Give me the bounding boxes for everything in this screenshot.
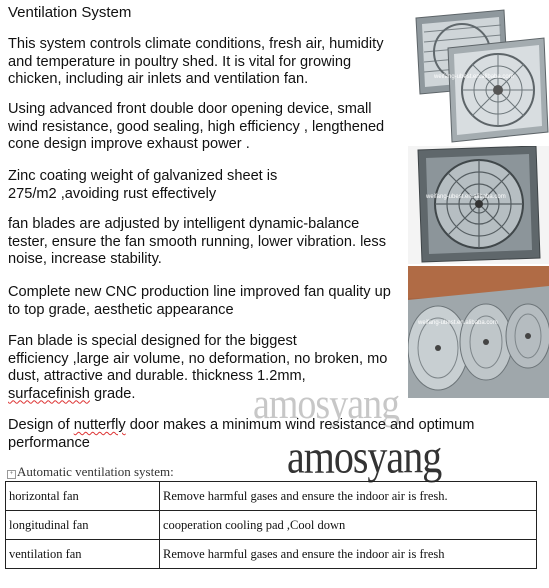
photo-watermark: weifang-ubest.en.alibaba.com (434, 74, 514, 80)
table-row (6, 511, 537, 540)
text-line: Design of nutterfly door makes a minimum wind resistance and optimum (8, 417, 475, 433)
front-fan-image (408, 146, 549, 264)
product-photo-front-fan (408, 146, 549, 264)
paragraph-door-device (8, 101, 384, 154)
product-photo-cone-fans (408, 266, 549, 398)
text-line: efficiency ,large air volume, no deformation, no broken, mo (8, 350, 388, 367)
text-line: Zinc coating weight of galvanized sheet is (8, 168, 278, 184)
text-line: This system controls climate conditions, fresh air, humidity (8, 36, 384, 52)
paragraph-blades (8, 216, 386, 269)
watermark: amosyang (287, 429, 442, 484)
text-line: performance (8, 434, 90, 451)
text-line: fan blades are adjusted by intelligent dynamic-balance (8, 216, 360, 232)
table-anchor-icon: + (7, 470, 16, 479)
text-line: tester, ensure the fan smooth running, lower vibration. less (8, 233, 387, 250)
table-cell-fan-name: horizontal fan (6, 482, 160, 511)
text-line: to top grade, aesthetic appearance (8, 301, 234, 318)
box-fan-image (408, 8, 549, 146)
table-cell-description: Remove harmful gases and ensure the indoor air is fresh. (160, 482, 537, 511)
table-row (6, 540, 537, 569)
table-cell-fan-name: longitudinal fan (6, 511, 160, 540)
text-line: cone design improve exhaust power . (8, 136, 250, 152)
photo-watermark: weifang-ubest.en.alibaba.com (418, 320, 498, 326)
photo-watermark: weifang-ubest.en.alibaba.com (426, 194, 506, 200)
table-cell-description: Remove harmful gases and ensure the indoor air is fresh (160, 540, 537, 569)
text-line: Fan blade is special designed for the biggest (8, 333, 297, 349)
text-line: Using advanced front double door opening device, small (8, 101, 372, 117)
table-caption-text: Automatic ventilation system: (17, 464, 174, 479)
spellcheck-flag: surfacefinish (8, 385, 90, 402)
watermark-faint: amosyang (253, 379, 400, 429)
text-line: noise, increase stability. (8, 251, 162, 267)
text-line: and temperature in poultry shed. It is vital for growing (8, 53, 352, 70)
text-line: 275/m2 ,avoiding rust effectively (8, 185, 217, 202)
table-cell-description: cooperation cooling pad ,Cool down (160, 511, 537, 540)
cone-fan-image (408, 266, 549, 398)
product-photo-box-fans (408, 8, 549, 146)
table-row (6, 482, 537, 511)
page-title: Ventilation System (8, 4, 132, 21)
paragraph-zinc (8, 168, 277, 203)
text-line: dust, attractive and durable. thickness 1.2mm, (8, 368, 306, 384)
text-line: Complete new CNC production line improved fan quality up (8, 284, 391, 300)
text-line: chicken, including air inlets and ventilation fan. (8, 71, 309, 87)
text-line: wind resistance, good sealing, high efficiency , lengthened (8, 118, 385, 135)
spellcheck-flag: nutterfly (73, 417, 126, 433)
text-line: surfacefinish grade. (8, 385, 136, 402)
fan-types-table (5, 481, 537, 569)
paragraph-cnc (8, 284, 391, 319)
table-caption (7, 464, 174, 480)
table-cell-fan-name: ventilation fan (6, 540, 160, 569)
paragraph-climate (8, 36, 384, 89)
